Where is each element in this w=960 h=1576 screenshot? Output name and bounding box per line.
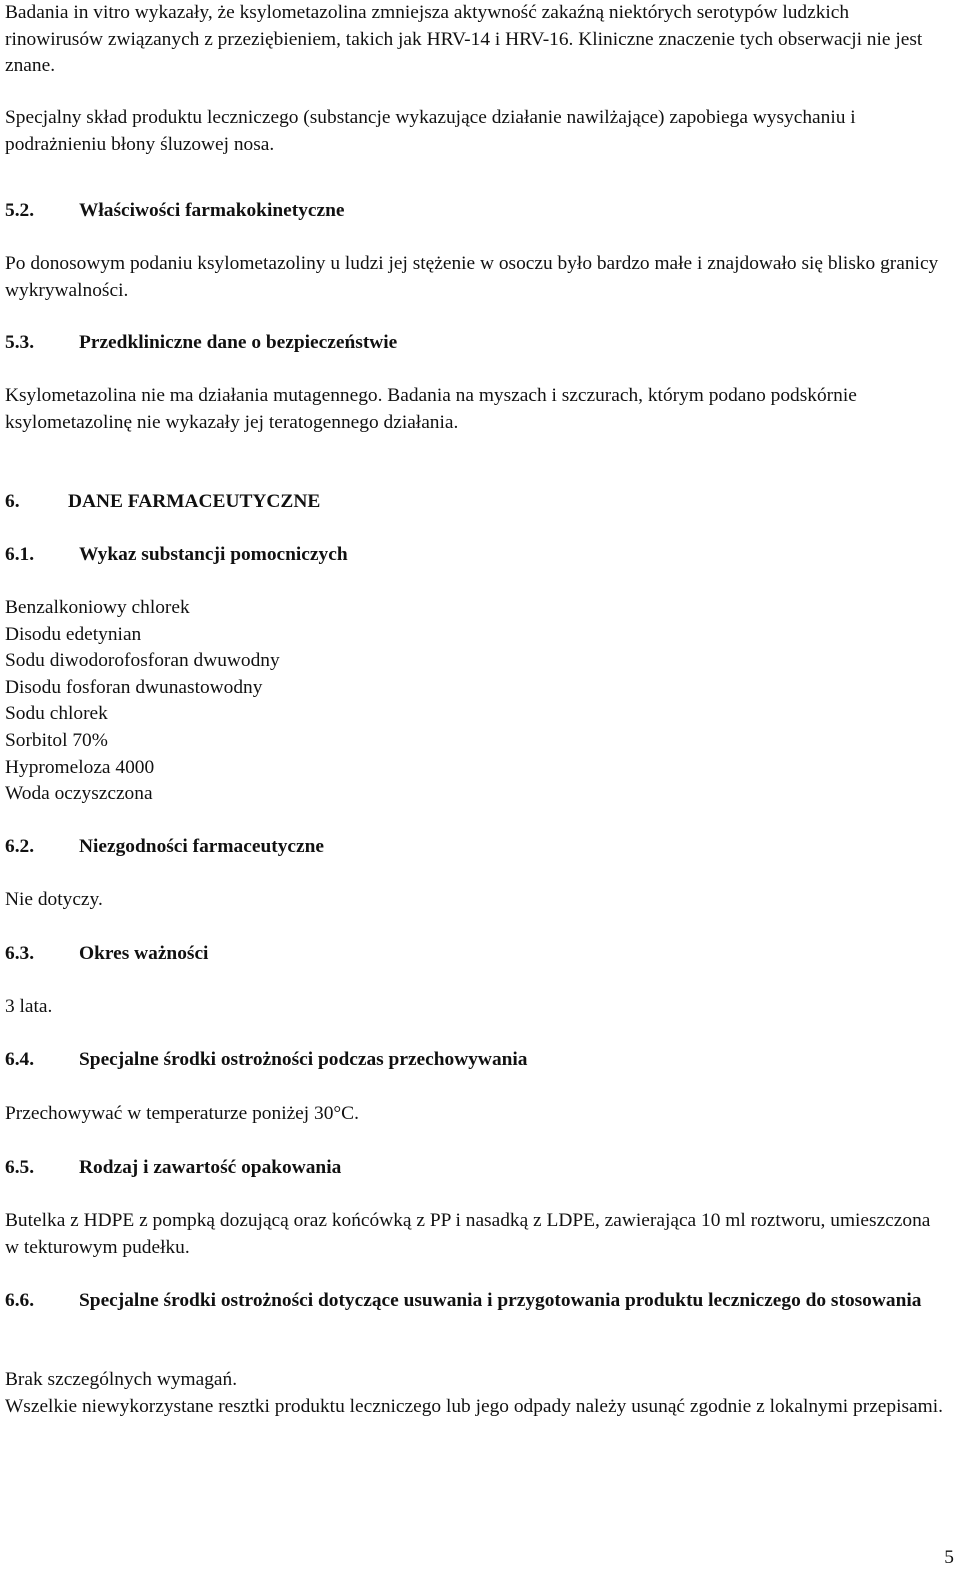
list-item: Disodu edetynian [5,623,142,645]
intro-paragraph-2: Specjalny skład produktu leczniczego (substancje wykazujące działanie nawilżające) zapobiega wysychaniu i podrażnieniu błony śluzowej nosa. [5,107,856,155]
section-title: Niezgodności farmaceutyczne [79,836,325,857]
excipients-list [5,595,280,808]
section-title: Okres ważności [79,943,209,964]
section-number: 6.5. [5,1157,35,1178]
section-title: Specjalne środki ostrożności podczas przechowywania [79,1049,528,1070]
section-title: DANE FARMACEUTYCZNE [68,491,321,512]
section-number: 6.6. [5,1290,35,1311]
page-number: 5 [944,1547,954,1568]
list-item: Woda oczyszczona [5,783,153,805]
section-6-6-text-1: Brak szczególnych wymagań. [5,1369,238,1390]
section-6-5-text: Butelka z HDPE z pompką dozującą oraz końcówką z PP i nasadką z LDPE, zawierająca 10 ml roztworu, umieszczona w tekturowym pudełku. [5,1210,931,1258]
section-title: Wykaz substancji pomocniczych [79,544,348,565]
list-item: Disodu fosforan dwunastowodny [5,676,263,698]
section-number: 5.2. [5,200,35,221]
section-number: 6.4. [5,1049,35,1070]
list-item: Sodu chlorek [5,703,108,725]
section-number: 6. [5,491,20,512]
list-item: Benzalkoniowy chlorek [5,597,190,618]
list-item: Sodu diwodorofosforan dwuwodny [5,650,280,672]
section-5-2-text: Po donosowym podaniu ksylometazoliny u ludzi jej stężenie w osoczu było bardzo małe i znajdowało się blisko granicy wykrywalności. [5,253,939,301]
section-title: Rodzaj i zawartość opakowania [79,1157,342,1178]
section-number: 5.3. [5,332,35,353]
section-title: Specjalne środki ostrożności dotyczące usuwania i przygotowania produktu leczniczego do stosowania [79,1290,922,1311]
section-number: 6.2. [5,836,35,857]
section-6-3-text: 3 lata. [5,996,53,1017]
section-number: 6.3. [5,943,35,964]
list-item: Hypromeloza 4000 [5,756,155,778]
section-6-4-text: Przechowywać w temperaturze poniżej 30°C. [5,1103,359,1124]
section-number: 6.1. [5,544,35,565]
intro-paragraph-1: Badania in vitro wykazały, że ksylometazolina zmniejsza aktywność zakaźną niektórych serotypów ludzkich rinowirusów związanych z przeziębieniem, takich jak HRV-14 i HRV-16. Kliniczne znaczenie tych obserwacji nie jest znane. [5,2,923,76]
section-title: Przedkliniczne dane o bezpieczeństwie [79,332,398,353]
list-item: Sorbitol 70% [5,729,108,751]
section-5-3-text: Ksylometazolina nie ma działania mutagennego. Badania na myszach i szczurach, którym podano podskórnie ksylometazolinę nie wykazały jej teratogennego działania. [5,385,857,433]
section-6-2-text: Nie dotyczy. [5,889,103,910]
section-6-6-text-2: Wszelkie niewykorzystane resztki produktu leczniczego lub jego odpady należy usunąć zgodnie z lokalnymi przepisami. [5,1396,943,1417]
section-title: Właściwości farmakokinetyczne [79,200,345,221]
